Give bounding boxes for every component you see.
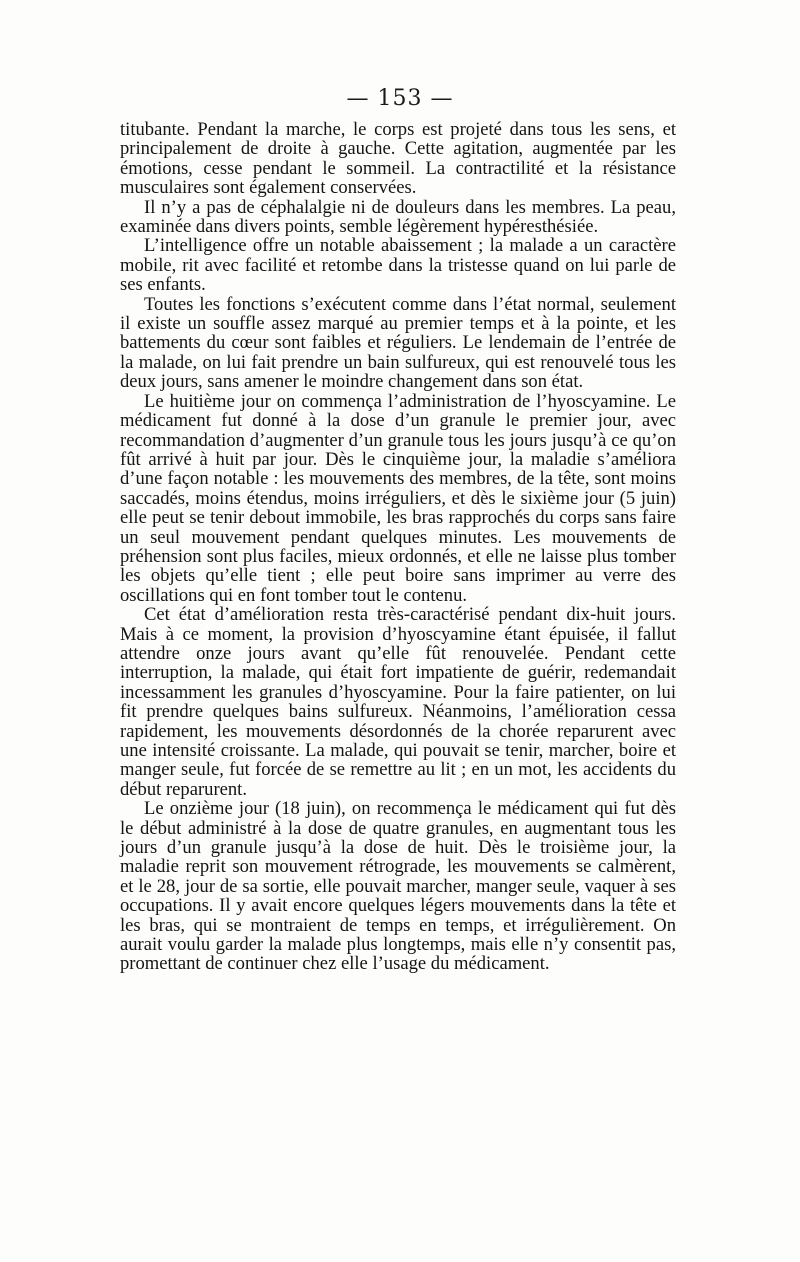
paragraph: Le onzième jour (18 juin), on recommença le médicament qui fut dès le début administré à la dose de quatre granules, en augmentant tous les jours d’un granule jusqu’à la dose de huit. Dès le troisième jour, la maladie reprit son mouvement rétrograde, les mouvements se calmèrent, et le 28, jour de sa sortie, elle pouvait marcher, manger seule, vaquer à ses occupations. Il y avait encore quelques légers mouvements dans la tête et les bras, qui se montraient de temps en temps, et irrégulièrement. On aurait voulu garder la malade plus longtemps, mais elle n’y consentit pas, promettant de continuer chez elle l’usage du médicament.: [120, 798, 676, 975]
paragraph: Cet état d’amélioration resta très-caractérisé pendant dix-huit jours. Mais à ce moment, la provision d’hyoscyamine étant épuisée, il fallut attendre onze jours avant qu’elle fût renouvelée. Pendant cette interruption, la malade, qui était fort impatiente de guérir, redemandait incessamment les granules d’hyoscyamine. Pour la faire patienter, on lui fit prendre quelques bains sulfureux. Néanmoins, l’amélioration cessa rapidement, les mouvements désordonnés de la chorée reparurent avec une intensité croissante. La malade, qui pouvait se tenir, marcher, boire et manger seule, fut forcée de se remettre au lit ; en un mot, les accidents du début reparurent.: [120, 604, 676, 800]
paragraph: L’intelligence offre un notable abaissement ; la malade a un caractère mobile, rit avec facilité et retombe dans la tristesse quand on lui parle de ses enfants.: [120, 235, 676, 296]
page-number: — 153 —: [346, 86, 454, 111]
paragraph: Il n’y a pas de céphalalgie ni de douleurs dans les membres. La peau, examinée dans divers points, semble légèrement hypéresthésiée.: [120, 196, 676, 238]
paragraph: Toutes les fonctions s’exécutent comme dans l’état normal, seulement il existe un souffle assez marqué au premier temps et à la pointe, et les battements du cœur sont faibles et réguliers. Le lendemain de l’entrée de la malade, on lui fait prendre un bain sulfureux, qui est renouvelé tous les deux jours, sans amener le moindre changement dans son état.: [120, 293, 676, 393]
paragraph: Le huitième jour on commença l’administration de l’hyoscyamine. Le médicament fut donné à la dose d’un granule le premier jour, avec recommandation d’augmenter d’un granule tous les jours jusqu’à ce qu’on fût arrivé à huit par jour. Dès le cinquième jour, la maladie s’améliora d’une façon notable : les mouvements des membres, de la tête, sont moins saccadés, moins étendus, moins irréguliers, et dès le sixième jour (5 juin) elle peut se tenir debout immobile, les bras rapprochés du corps sans faire un seul mouvement pendant quelques minutes. Les mouvements de préhension sont plus faciles, mieux ordonnés, et elle ne laisse plus tomber les objets qu’elle tient ; elle peut boire sans imprimer au verre des oscillations qui en font tomber tout le contenu.: [120, 390, 676, 606]
body-text: [120, 120, 676, 974]
paragraph: titubante. Pendant la marche, le corps est projeté dans tous les sens, et principalement de droite à gauche. Cette agitation, augmentée par les émotions, cesse pendant le sommeil. La contractilité et la résistance musculaires sont également conservées.: [120, 119, 676, 199]
